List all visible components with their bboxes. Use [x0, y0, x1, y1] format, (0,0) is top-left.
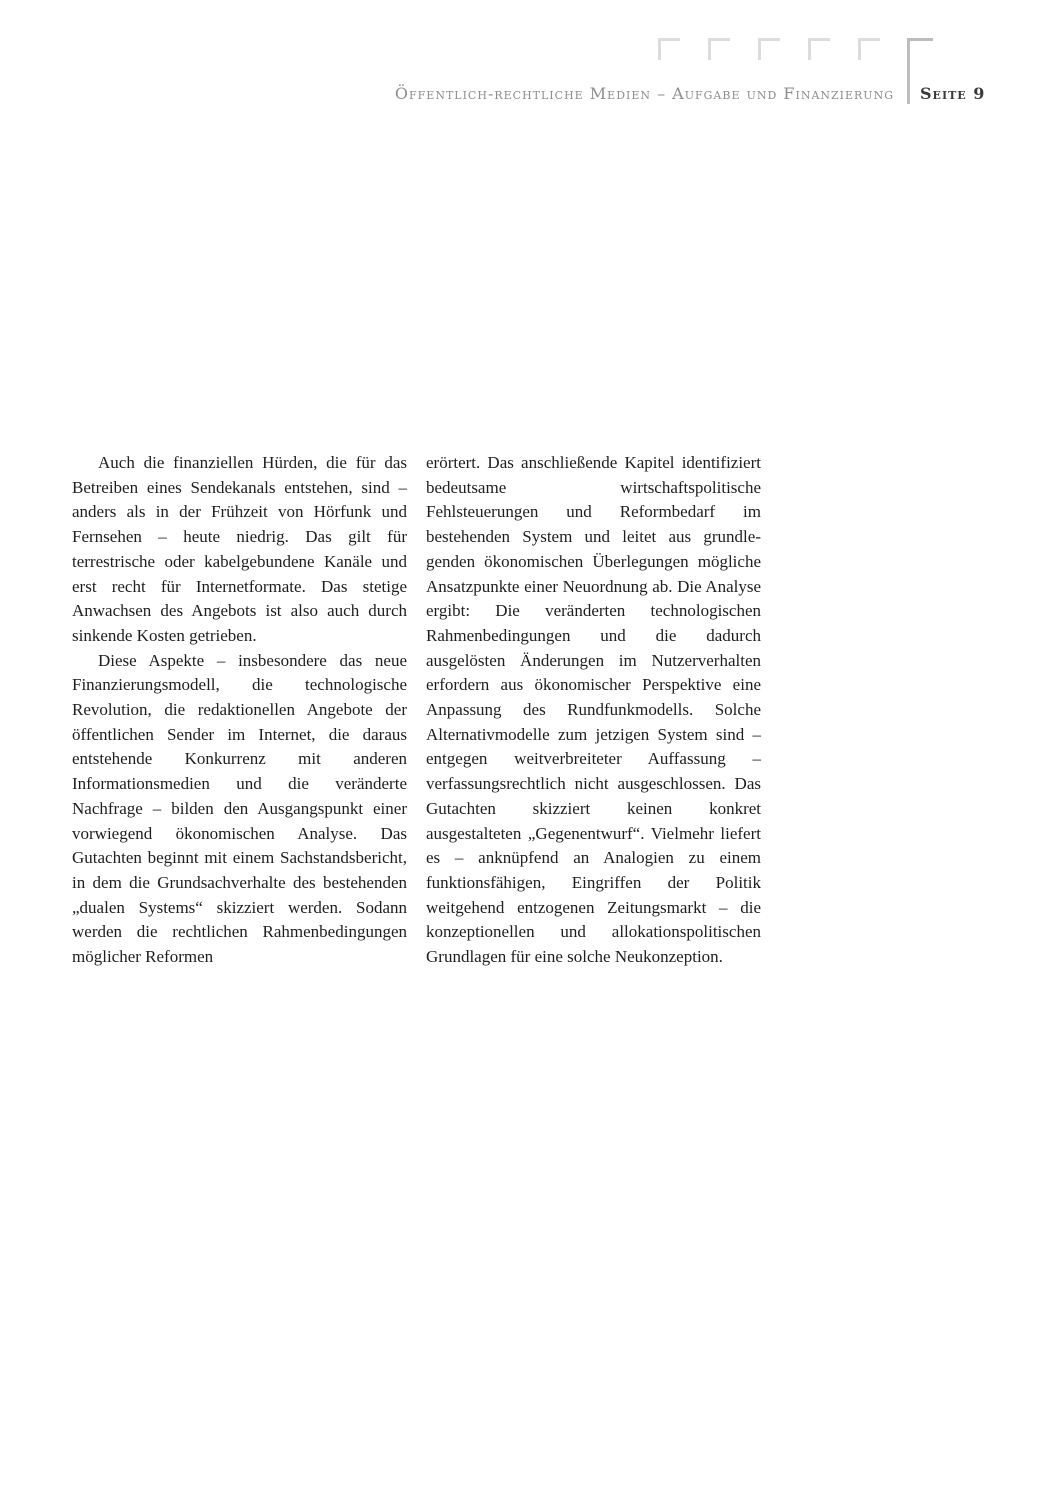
text-column-right: [426, 451, 761, 970]
text-column-left: [72, 451, 407, 970]
header-corner-mark: [658, 38, 680, 60]
header-corner-mark: [708, 38, 730, 60]
header-corner-mark: [858, 38, 880, 60]
header-corner-mark: [758, 38, 780, 60]
running-title: Öffentlich-rechtliche Medien – Aufgabe und Finanzierung: [394, 84, 894, 103]
page-number: Seite 9: [920, 84, 986, 103]
paragraph: erörtert. Das anschließende Kapitel identifiziert bedeutsame wirtschaftspolitische Fehlsteuerungen und Reformbedarf im bestehenden System und leitet aus grundlegenden ökonomischen Überlegungen mögliche Ansatzpunkte einer Neuordnung ab. Die Analyse ergibt: Die veränderten technologischen Rahmenbedingungen und die dadurch ausgelösten Änderungen im Nutzerverhalten erfordern aus ökonomischer Perspektive eine Anpassung des Rundfunkmodells. Solche Alternativmodelle zum jetzigen System sind – entgegen weitverbreiteter Auffassung – verfassungsrechtlich nicht ausgeschlossen. Das Gutachten skizziert keinen konkret ausgestalteten „Gegenentwurf“. Vielmehr liefert es – anknüpfend an Analogien zu einem funktionsfähigen, Eingriffen der Politik weitgehend entzogenen Zeitungsmarkt – die konzeptionellen und allokationspolitischen Grundlagen für eine solche Neukonzeption.: [426, 453, 761, 967]
paragraph: Diese Aspekte – insbesondere das neue Finanzierungsmodell, die technologische Revolution, die redaktionellen Angebote der öffentlichen Sender im Internet, die daraus entstehende Konkurrenz mit anderen Informationsmedien und die veränderte Nachfrage – bilden den Ausgangspunkt einer vorwiegend ökonomischen Analyse. Das Gutachten beginnt mit einem Sachstandsbericht, in dem die Grundsachverhalte des bestehenden „dualen Systems“ skizziert werden. Sodann werden die rechtlichen Rahmenbedingungen möglicher Reformen: [72, 650, 407, 967]
paragraph: Auch die finanziellen Hürden, die für das Betreiben eines Sendekanals entstehen, sind – anders als in der Frühzeit von Hörfunk und Fernsehen – heute niedrig. Das gilt für terrestrische oder kabelgebundene Kanäle und erst recht für Internetformate. Das stetige Anwachsen des Angebots ist also auch durch sinkende Kosten getrieben.: [72, 453, 407, 645]
header-corner-mark: [808, 38, 830, 60]
